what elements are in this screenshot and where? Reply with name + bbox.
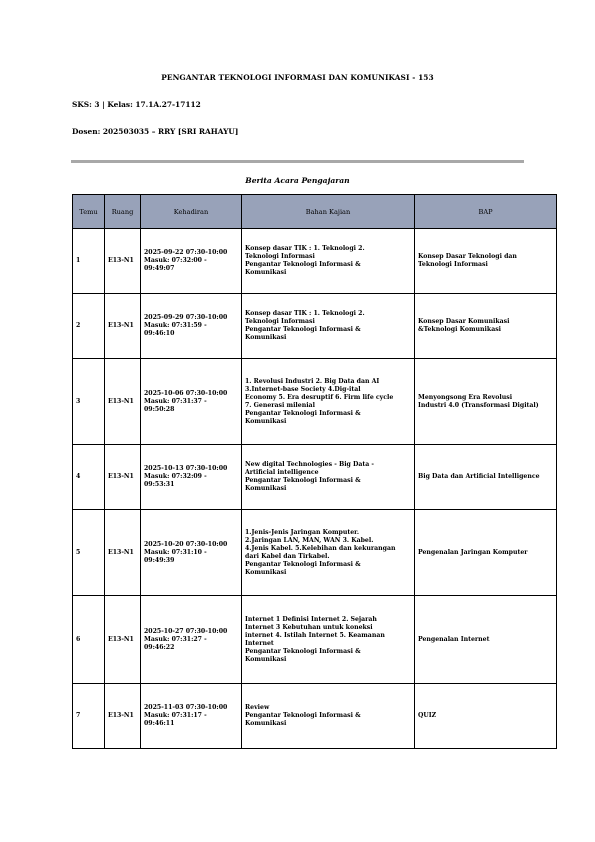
cell-kehadiran-line: 09:46:10 [144,330,175,337]
cell-bahan-kajian [242,445,415,510]
cell-bap-line: Konsep Dasar Teknologi dan [418,253,517,260]
cell-bap-line: Big Data dan Artificial Intelligence [418,473,540,480]
bap-table [72,194,557,749]
cell-bahan-kajian-line: Internet [245,639,274,647]
cell-bahan-kajian [242,229,415,294]
cell-temu: 6 [73,596,105,684]
cell-bahan-kajian-line: Teknologi Informasi [245,318,315,325]
table-row [73,229,557,294]
cell-kehadiran-line: Masuk: 07:32:09 - [144,473,207,480]
cell-bahan-kajian [242,510,415,596]
cell-bahan-kajian-line: Komunikasi [245,269,287,276]
cell-bahan-kajian-line: Komunikasi [245,334,287,341]
cell-bahan-kajian-line: Pengantar Teknologi Informasi & [245,409,361,417]
cell-kehadiran-line: 2025-11-03 07:30-10:00 [144,704,228,711]
cell-bahan-kajian-line: New digital Technologies - Big Data - [245,461,374,468]
cell-bap-line: &Teknologi Komunikasi [418,326,502,333]
cell-bahan-kajian-line: Artificial intelligence [245,469,319,476]
cell-bahan-kajian-line: Review [245,704,270,711]
cell-bahan-kajian-line: Pengantar Teknologi Informasi & [245,647,361,655]
cell-bahan-kajian-line: Komunikasi [245,720,287,727]
cell-bahan-kajian-line: Pengantar Teknologi Informasi & [245,477,361,484]
cell-bahan-kajian-line: Pengantar Teknologi Informasi & [245,560,361,568]
cell-kehadiran-line: Masuk: 07:31:10 - [144,548,207,556]
cell-kehadiran-line: Masuk: 07:32:00 - [144,257,207,264]
cell-bap [415,684,557,749]
cell-bahan-kajian-line: Konsep dasar TIK : 1. Teknologi 2. [245,310,365,317]
cell-kehadiran-line: Masuk: 07:31:37 - [144,397,207,405]
cell-bahan-kajian [242,294,415,359]
cell-bahan-kajian [242,596,415,684]
cell-bahan-kajian-line: Teknologi Informasi [245,253,315,260]
cell-bahan-kajian-line: Pengantar Teknologi Informasi & [245,261,361,268]
column-header-kehadiran: Kehadiran [141,195,242,229]
cell-kehadiran-line: 09:46:11 [144,720,175,727]
cell-kehadiran-line: 2025-09-22 07:30-10:00 [144,249,228,256]
course-title: PENGANTAR TEKNOLOGI INFORMASI DAN KOMUNIKASI - 153 [161,73,434,82]
cell-bap-line: QUIZ [418,712,437,719]
cell-bahan-kajian-line: Komunikasi [245,485,287,492]
cell-temu: 4 [73,445,105,510]
cell-kehadiran-line: 2025-10-06 07:30-10:00 [144,389,228,397]
table-row [73,359,557,445]
cell-kehadiran-line: 2025-10-13 07:30-10:00 [144,465,228,472]
cell-bahan-kajian-line: 4.Jenis Kabel. 5.Kelebihan dan kekurangan [245,544,396,552]
dosen-info: Dosen: 202503035 – RRY [SRI RAHAYU] [72,127,239,136]
cell-temu: 3 [73,359,105,445]
cell-bahan-kajian-line: Komunikasi [245,655,287,663]
cell-bahan-kajian-line: 7. Generasi milenial [245,401,315,409]
table-body [73,229,557,749]
cell-bahan-kajian-line: Economy 5. Era desruptif 6. Firm life cycle [245,393,394,401]
cell-kehadiran [141,596,242,684]
table-row [73,294,557,359]
cell-ruang: E13-N1 [105,294,141,359]
table-row [73,684,557,749]
cell-bahan-kajian-line: 1.Jenis-Jenis Jaringan Komputer. [245,528,359,536]
cell-kehadiran [141,229,242,294]
cell-kehadiran [141,510,242,596]
cell-kehadiran [141,294,242,359]
table-row [73,445,557,510]
cell-kehadiran-line: Masuk: 07:31:59 - [144,322,207,329]
cell-bahan-kajian [242,684,415,749]
cell-ruang: E13-N1 [105,510,141,596]
cell-kehadiran-line: 2025-09-29 07:30-10:00 [144,314,228,321]
cell-bahan-kajian [242,359,415,445]
cell-kehadiran-line: 2025-10-20 07:30-10:00 [144,540,228,548]
cell-bahan-kajian-line: dari Kabel dan Tirkabel. [245,552,330,560]
cell-bap-line: Pengenalan Jaringan Komputer [418,548,528,556]
cell-bahan-kajian-line: 2.Jaringan LAN, MAN, WAN 3. Kabel. [245,536,374,544]
cell-bahan-kajian-line: 1. Revolusi Industri 2. Big Data dan AI [245,377,380,385]
table-header-row [73,195,557,229]
cell-bap [415,229,557,294]
column-header-bap: BAP [415,195,557,229]
cell-bap [415,596,557,684]
cell-kehadiran-line: 09:49:07 [144,265,175,272]
cell-ruang: E13-N1 [105,684,141,749]
cell-bahan-kajian-line: Internet 3 Kebutuhan untuk koneksi [245,623,373,631]
cell-bahan-kajian-line: 3.Internet-base Society 4.Dig-ital [245,385,361,393]
cell-kehadiran-line: Masuk: 07:31:27 - [144,635,207,643]
cell-bap-line: Menyongsong Era Revolusi [418,393,513,401]
cell-bahan-kajian-line: Internet 1 Definisi Internet 2. Sejarah [245,615,377,623]
column-header-ruang: Ruang [105,195,141,229]
cell-temu: 2 [73,294,105,359]
cell-bap-line: Pengenalan Internet [418,635,490,643]
cell-bap [415,294,557,359]
cell-ruang: E13-N1 [105,229,141,294]
cell-kehadiran-line: 09:53:31 [144,481,175,488]
cell-bahan-kajian-line: Pengantar Teknologi Informasi & [245,712,361,719]
cell-temu: 7 [73,684,105,749]
cell-ruang: E13-N1 [105,445,141,510]
cell-bap-line: Teknologi Informasi [418,261,488,268]
cell-bap-line: Konsep Dasar Komunikasi [418,318,510,325]
divider [71,160,524,163]
cell-ruang: E13-N1 [105,359,141,445]
cell-bahan-kajian-line: Komunikasi [245,568,287,576]
cell-bap [415,445,557,510]
table-row [73,510,557,596]
cell-bap [415,359,557,445]
cell-kehadiran [141,359,242,445]
cell-bap-line: Industri 4.0 (Transformasi Digital) [418,401,539,409]
cell-kehadiran-line: 2025-10-27 07:30-10:00 [144,627,228,635]
cell-temu: 5 [73,510,105,596]
table-row [73,596,557,684]
table-caption: Berita Acara Pengajaran [245,176,350,185]
cell-kehadiran [141,445,242,510]
cell-kehadiran-line: Masuk: 07:31:17 - [144,712,207,719]
cell-bap [415,510,557,596]
cell-bahan-kajian-line: Komunikasi [245,417,287,425]
cell-ruang: E13-N1 [105,596,141,684]
cell-kehadiran [141,684,242,749]
column-header-bahan-kajian: Bahan Kajian [242,195,415,229]
cell-kehadiran-line: 09:49:39 [144,556,175,564]
cell-bahan-kajian-line: Konsep dasar TIK : 1. Teknologi 2. [245,245,365,252]
cell-bahan-kajian-line: Pengantar Teknologi Informasi & [245,326,361,333]
cell-bahan-kajian-line: internet 4. Istilah Internet 5. Keamanan [245,631,385,639]
cell-temu: 1 [73,229,105,294]
cell-kehadiran-line: 09:50:28 [144,405,175,413]
column-header-temu: Temu [73,195,105,229]
sks-kelas-info: SKS: 3 | Kelas: 17.1A.27-17112 [72,100,201,109]
cell-kehadiran-line: 09:46:22 [144,643,175,651]
